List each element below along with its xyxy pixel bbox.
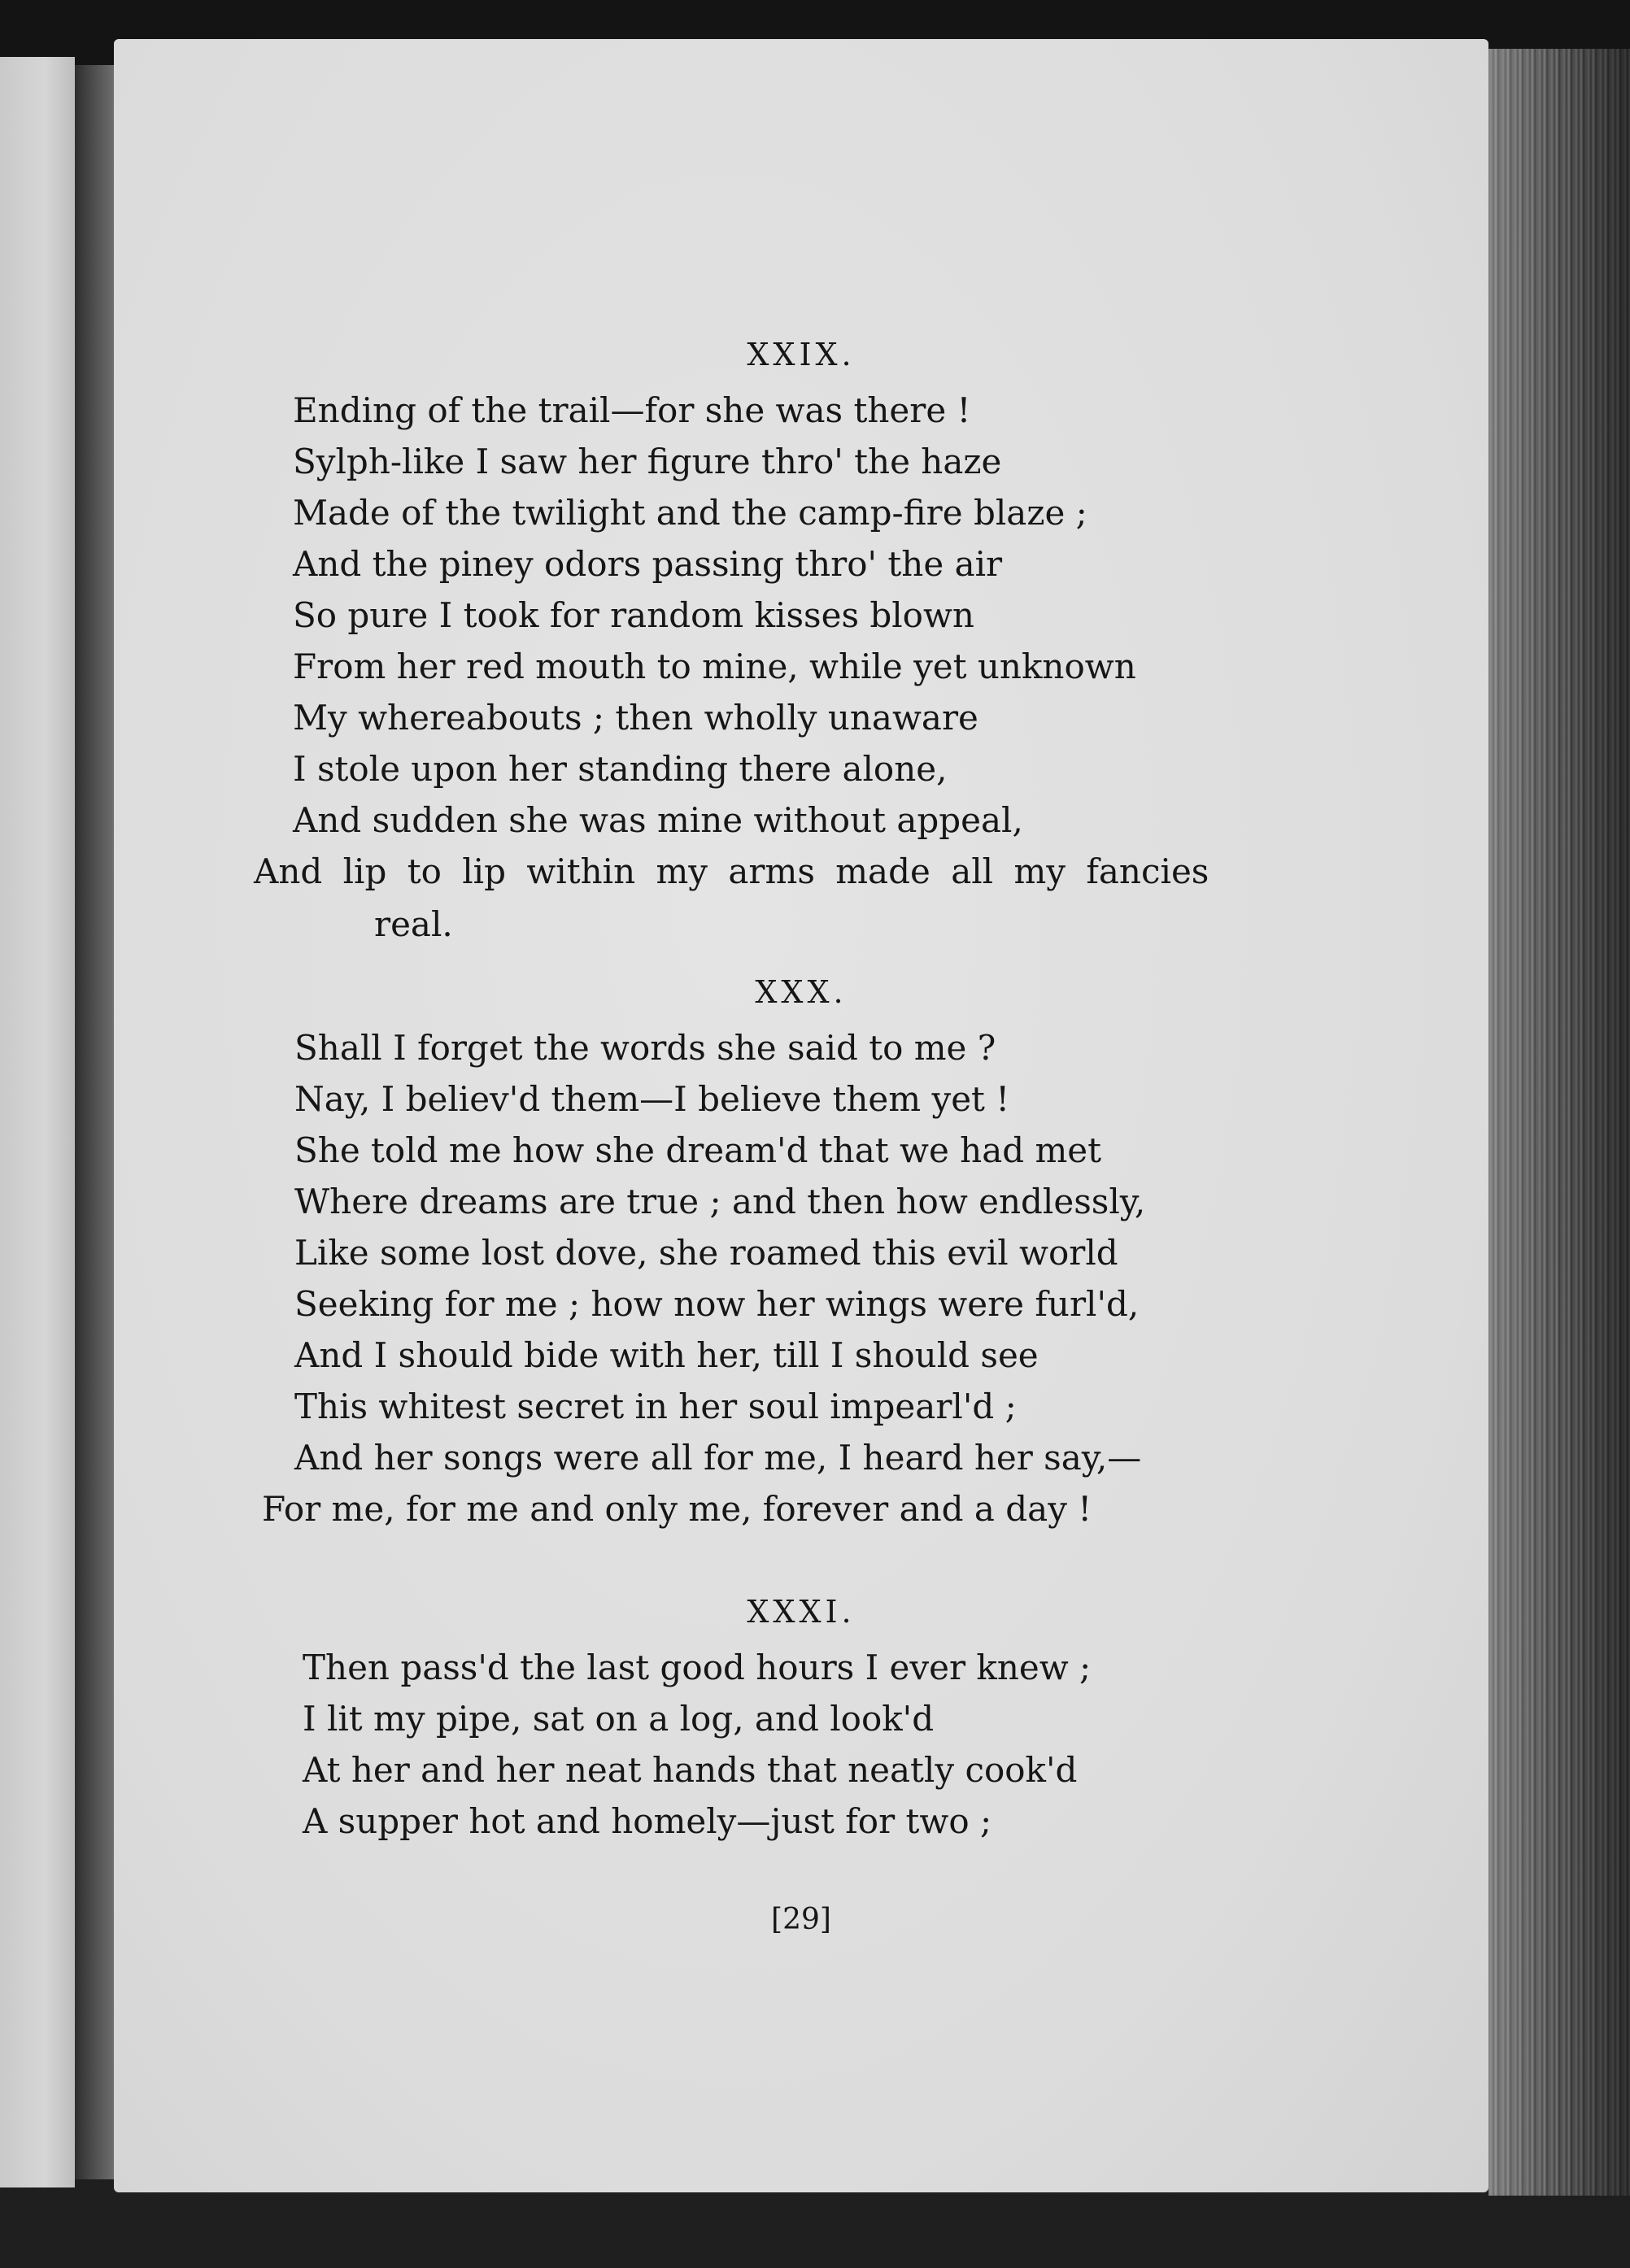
poem-line: From her red mouth to mine, while yet unknown [293,646,1136,686]
poem-text [114,39,1488,2192]
poem-line: Shall I forget the words she said to me ? [294,1028,996,1068]
poem-line: Sylph-like I saw her figure thro' the haze [293,442,1002,481]
poem-line: And I should bide with her, till I should see [294,1335,1039,1375]
poem-line: For me, for me and only me, forever and a day ! [262,1489,1092,1529]
poem-line: She told me how she dream'd that we had met [294,1130,1102,1170]
poem-line: Where dreams are true ; and then how endlessly, [294,1182,1146,1221]
poem-line: I lit my pipe, sat on a log, and look'd [303,1699,935,1739]
poem-line: real. [374,904,453,944]
poem-line: And her songs were all for me, I heard her say,— [294,1438,1142,1478]
book-page [114,39,1488,2192]
poem-line: Ending of the trail—for she was there ! [293,390,971,430]
poem-line: So pure I took for random kisses blown [293,595,974,635]
section-heading: XXX. [755,974,848,1010]
poem-line: Made of the twilight and the camp-fire blaze ; [293,493,1087,533]
poem-line: And sudden she was mine without appeal, [293,800,1023,840]
poem-line: At her and her neat hands that neatly cook'd [303,1750,1078,1790]
poem-line: A supper hot and homely—just for two ; [303,1801,992,1841]
page-number: [29] [771,1903,831,1936]
poem-line: Nay, I believ'd them—I believe them yet ! [294,1079,1010,1119]
poem-line: Seeking for me ; how now her wings were furl'd, [294,1284,1140,1324]
poem-line: I stole upon her standing there alone, [293,749,948,789]
poem-line: This whitest secret in her soul impearl'd ; [294,1386,1017,1426]
book-block-edges [1488,49,1630,2196]
poem-line: And lip to lip within my arms made all my fancies [254,851,1209,891]
section-heading: XXXI. [747,1594,856,1630]
section-heading: XXIX. [747,337,856,372]
facing-page-edge [0,57,75,2187]
poem-line: Then pass'd the last good hours I ever knew ; [303,1648,1092,1687]
poem-line: My whereabouts ; then wholly unaware [293,698,978,738]
poem-line: And the piney odors passing thro' the air [293,544,1003,584]
poem-line: Like some lost dove, she roamed this evil world [294,1233,1118,1273]
